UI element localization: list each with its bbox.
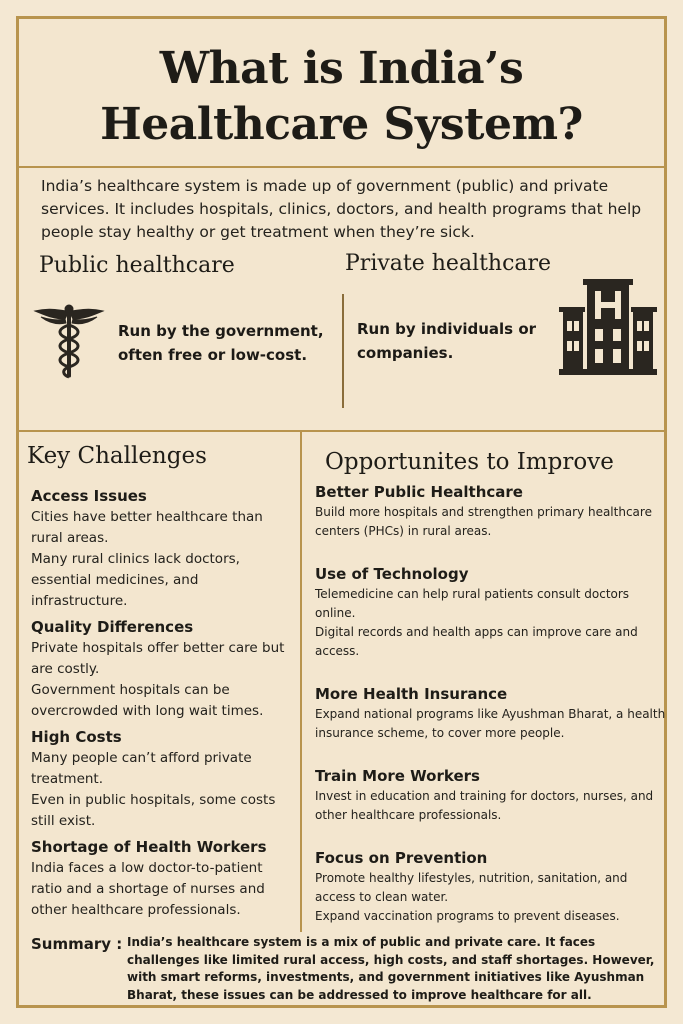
opportunity-item [315, 683, 667, 743]
hospital-building-icon [559, 279, 657, 375]
challenge-item-title: Shortage of Health Workers [31, 838, 267, 856]
private-healthcare-text: Run by individuals or companies. [357, 320, 537, 362]
opportunities-heading: Opportunites to Improve [325, 449, 614, 475]
public-healthcare-text: Run by the government, often free or low-cost. [118, 322, 324, 364]
intro-text: India’s healthcare system is made up of government (public) and private services. It includes hospitals, clinics, doctors, and health programs that help people stay healthy or get treatment when they’re sick. [41, 177, 642, 241]
public-private-divider [342, 294, 344, 408]
key-challenges-heading: Key Challenges [27, 443, 207, 469]
opportunity-item [315, 563, 667, 661]
opportunity-item-text: Expand national programs like Ayushman Bharat, a health insurance scheme, to cover more people. [315, 707, 666, 740]
opportunity-item [315, 481, 667, 541]
private-healthcare-heading: Private healthcare [345, 251, 552, 276]
column-divider [300, 432, 302, 932]
opportunity-item-title: Use of Technology [315, 565, 469, 583]
page-title [19, 19, 664, 153]
challenge-item [31, 485, 293, 612]
title-line-2: Healthcare System? [100, 99, 583, 150]
summary-label: Summary : [31, 935, 123, 953]
challenge-item-text: India faces a low doctor-to-patient ratio and a shortage of nurses and other healthcare professionals. [31, 860, 265, 918]
challenge-item-text: Even in public hospitals, some costs still exist. [31, 792, 276, 829]
opportunity-item-text: Expand vaccination programs to prevent diseases. [315, 909, 620, 923]
opportunity-item-title: Train More Workers [315, 767, 480, 785]
public-healthcare-heading: Public healthcare [39, 253, 235, 278]
challenge-item-title: Access Issues [31, 487, 147, 505]
opportunity-item-text: Telemedicine can help rural patients consult doctors online. [315, 587, 630, 620]
challenge-item-text: Government hospitals can be overcrowded with long wait times. [31, 682, 264, 719]
opportunity-item-text: Build more hospitals and strengthen primary healthcare centers (PHCs) in rural areas. [315, 505, 652, 538]
summary-text: India’s healthcare system is a mix of public and private care. It faces challenges like limited rural access, high costs, and staff shortages. However, with smart reforms, investments, and government initiatives like Ayushman Bharat, these issues can be addressed to improve healthcare for all. [127, 935, 655, 1002]
challenge-item-text: Many rural clinics lack doctors, essential medicines, and infrastructure. [31, 551, 240, 609]
caduceus-icon [31, 303, 107, 381]
challenge-item [31, 836, 293, 921]
challenge-item-title: Quality Differences [31, 618, 194, 636]
section-divider [19, 430, 664, 432]
opportunity-item-title: Better Public Healthcare [315, 483, 523, 501]
opportunity-item-title: More Health Insurance [315, 685, 508, 703]
challenge-item-text: Cities have better healthcare than rural areas. [31, 509, 263, 546]
challenge-item-text: Private hospitals offer better care but are costly. [31, 640, 285, 677]
challenges-list [31, 485, 293, 925]
opportunity-item-text: Promote healthy lifestyles, nutrition, sanitation, and access to clean water. [315, 871, 628, 904]
challenge-item-title: High Costs [31, 728, 122, 746]
opportunities-list [315, 481, 667, 948]
title-line-1: What is India’s [159, 43, 524, 94]
opportunity-item-title: Focus on Prevention [315, 849, 488, 867]
challenge-item-text: Many people can’t afford private treatment. [31, 750, 252, 787]
title-block [19, 19, 664, 168]
opportunity-item-text: Invest in education and training for doctors, nurses, and other healthcare professionals. [315, 789, 654, 822]
opportunity-item-text: Digital records and health apps can improve care and access. [315, 625, 638, 658]
poster-frame [16, 16, 667, 1008]
opportunity-item [315, 847, 667, 926]
opportunity-item [315, 765, 667, 825]
challenge-item [31, 616, 293, 722]
challenge-item [31, 726, 293, 832]
